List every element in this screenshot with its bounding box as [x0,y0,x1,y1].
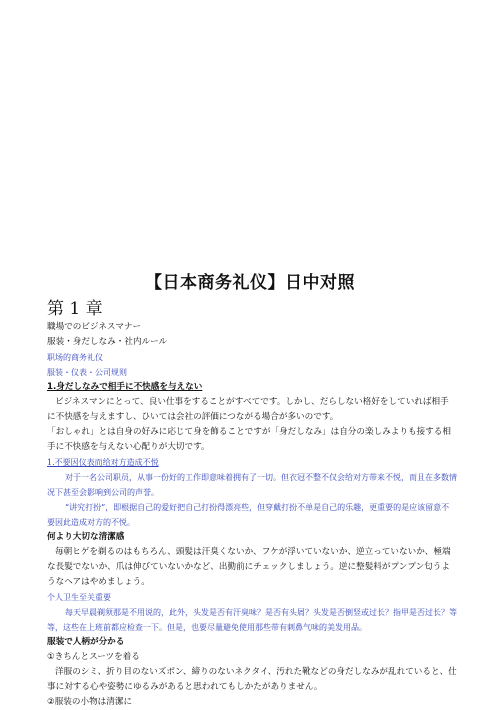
paragraph-2-cn: “讲究打扮”，即根据自己的爱好把自己打扮得漂亮些，但穿戴打扮不单是自己的乐趣，更重要的是应该留意不要因此造成对方的不悦。 [47,503,450,527]
document-body [47,320,457,710]
heading-1-cn: 1.不要因仪表而给对方造成不悦 [47,458,159,467]
paragraph-1-cn: 对于一名公司职员，从事一份好的工作即意味着拥有了一切。但衣冠不整不仅会给对方带来不悦，而且在多数情况下甚至会影响到公司的声誉。 [47,473,457,497]
subheading-3a-ja: ①きちんとスーツを着る [47,652,140,662]
section-title-cn: 职场的商务礼仪 [47,353,103,362]
paragraph-3-cn: 每天早晨剃须那是不用说的，此外，头发是否有汗臭味？是否有头屑？头发是否倒竖或过长？指甲是否过长？等等，这些在上班前都应检查一下。但是，也要尽量避免使用那些带有刺鼻气味的美发用品。 [47,608,457,632]
document-title: 【日本商务礼仪】日中对照 [145,273,355,293]
section-subtitle-ja: 服装・身だしなみ・社内ルール [47,337,168,347]
chapter-heading: 第 1 章 [47,299,103,319]
paragraph-3-ja: 毎朝ヒゲを剃るのはもちろん、頭髪は汗臭くないか、フケが浮いていないか、逆立っていないか、極端な長髪でないか、爪は伸びていないかなど、出勤前にチェックしましょう。逆に整髪料がプンプン匂うようなヘアはやめましょう。 [47,547,451,587]
section-title-ja: 職場でのビジネスマナー [47,322,142,332]
paragraph-1-ja: ビジネスマンにとって、良い仕事をすることがすべてです。しかし、だらしない格好をしていれば相手に不快感を与えますし、ひいては会社の評価につながる場合が多いのです。 [47,397,449,422]
paragraph-2-ja: 「おしゃれ」とは自身の好みに応じて身を飾ることですが「身だしなみ」は自分の楽しみよりも接する相手に不快感を与えない心配りが大切です。 [47,427,451,452]
heading-2-ja: 何より大切な清潔感 [47,532,125,542]
subheading-3b-ja: ②服装の小物は清潔に [47,697,133,707]
heading-3-ja: 服装で人柄が分かる [47,637,125,647]
heading-1-ja: 1.身だしなみで相手に不快感を与えない [47,382,203,392]
heading-2-cn: 个人卫生至关重要 [47,593,111,602]
paragraph-4-ja: 洋服のシミ、折り目のないズボン、締りのないネクタイ、汚れた靴などの身だしなみが乱れていると、仕事に対する心や姿勢にゆるみがあると思われてもしかたがありません。 [47,667,457,692]
section-subtitle-cn: 服装・仪表・公司规则 [47,368,127,377]
